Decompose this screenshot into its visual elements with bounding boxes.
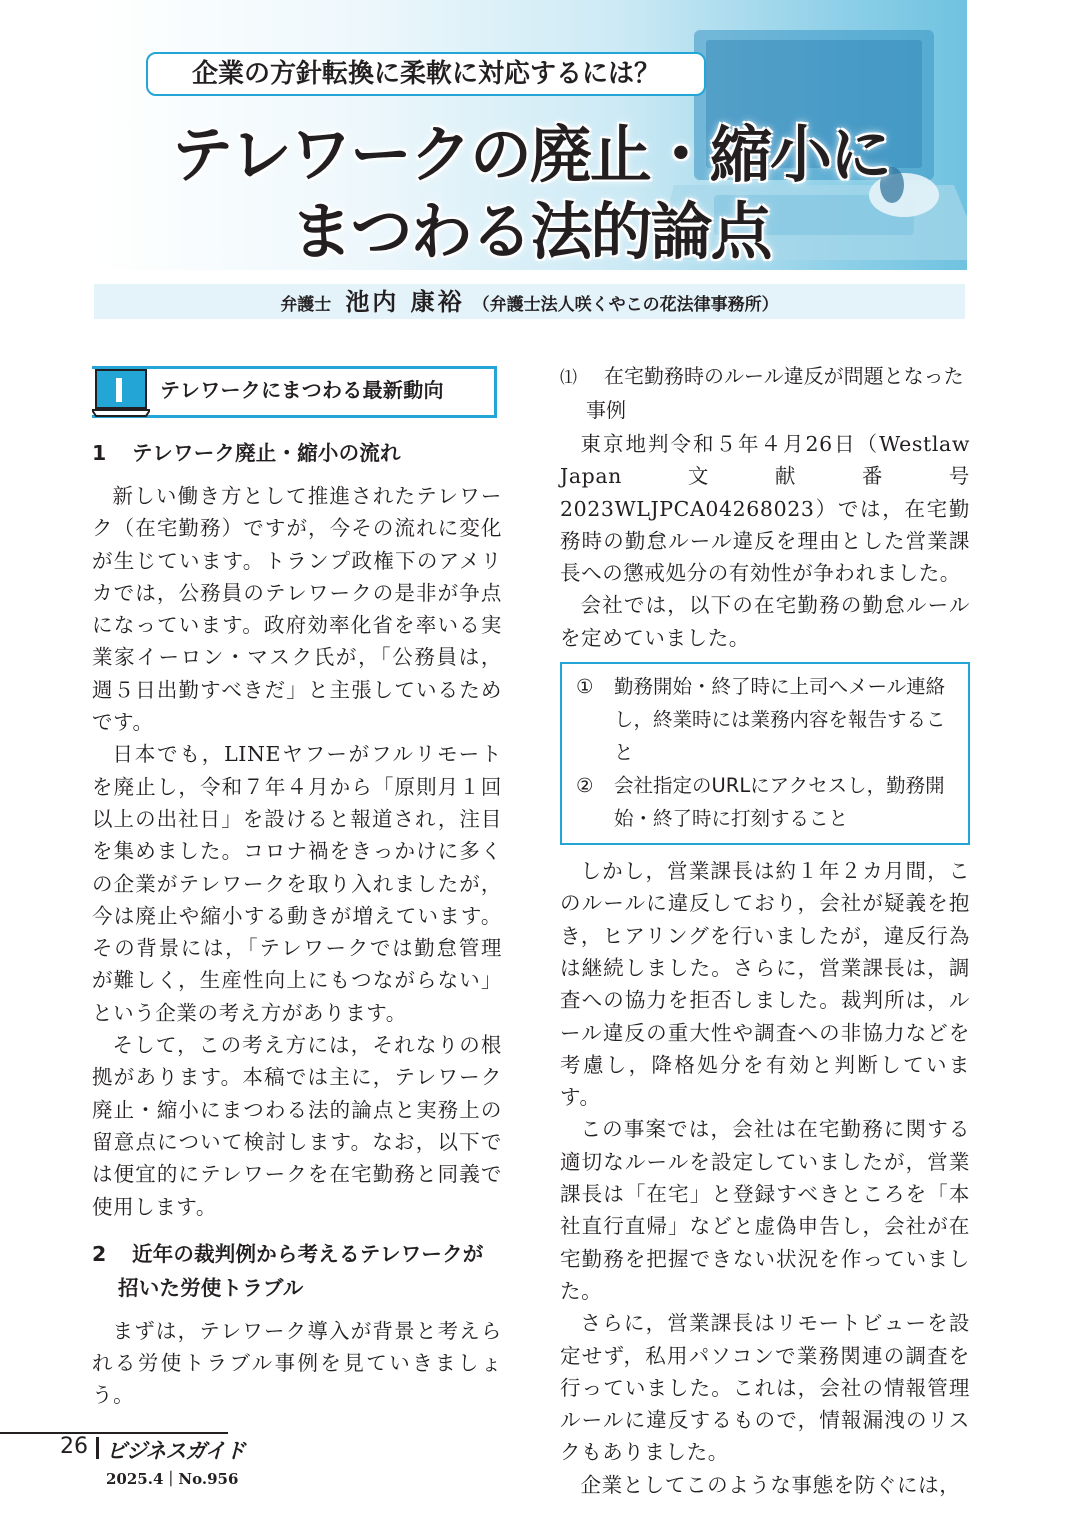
subheading-1	[560, 360, 970, 426]
section-heading	[92, 360, 502, 422]
paragraph: この事案では，会社は在宅勤務に関する適切なルールを設定していましたが，営業課長は「在宅」と登録すべきところを「本社直行直帰」などと虚偽申告し，会社が在宅勤務を把握できない状況を作っていました。	[560, 1117, 970, 1303]
header-kicker: 企業の方針転換に柔軟に対応するには？	[146, 52, 706, 96]
subheading-1-text: 在宅勤務時のルール違反が問題となった事例	[586, 364, 964, 422]
paragraph: 企業としてこのような事態を防ぐには，	[580, 1472, 961, 1497]
subheading-1-number: ⑴	[560, 368, 577, 388]
heading-1-text: テレワーク廃止・縮小の流れ	[132, 441, 401, 465]
rule-text: 会社指定のURLにアクセスし，勤務開始・終了時に打刻すること	[614, 774, 945, 831]
author-byline	[94, 284, 965, 319]
laptop-icon	[92, 368, 150, 418]
paragraph: さらに，営業課長はリモートビューを設定せず，私用パソコンで業務関連の調査を行っていました。これは，会社の情報管理ルールに違反するもので，情報漏洩のリスクもありました。	[560, 1311, 970, 1465]
magazine-logo: ビジネスガイド	[106, 1439, 245, 1463]
rule-item	[576, 670, 954, 769]
heading-2	[92, 1237, 502, 1305]
footer-divider	[96, 1437, 99, 1459]
left-column	[92, 360, 502, 1412]
paragraph: 日本でも，LINEヤフーがフルリモートを廃止し，令和７年４月から「原則月１回以上の出社日」を設けると報道され，注目を集めました。コロナ禍をきっかけに多くの企業がテレワークを取り入れましたが，今は廃止や縮小する動きが増えています。その背景には，「テレワークでは勤怠管理が難しく，生産性向上にもつながらない」という企業の考え方があります。	[92, 742, 502, 1025]
right-column	[560, 360, 970, 1501]
paragraph: まずは，テレワーク導入が背景と考えられる労使トラブル事例を見ていきましょう。	[92, 1318, 502, 1408]
heading-1	[92, 436, 502, 470]
heading-2-text: 近年の裁判例から考えるテレワークが招いた労使トラブル	[118, 1241, 484, 1300]
paragraph: しかし，営業課長は約１年２カ月間，このルールに違反しており，会社が疑義を抱き，ヒアリングを行いましたが，違反行為は継続しました。さらに，営業課長は，調査への協力を拒否しました。裁判所は，ルール違反の重大性や調査への非協力などを考慮し，降格処分を有効と判断しています。	[560, 859, 970, 1110]
rule-number: ①	[576, 675, 594, 699]
page-number: 26	[60, 1434, 88, 1459]
rule-number: ②	[576, 774, 594, 798]
issue-info: 2025.4｜No.956	[106, 1470, 239, 1488]
paragraph: 会社では，以下の在宅勤務の勤怠ルールを定めていました。	[560, 593, 970, 650]
footer-rule	[0, 1432, 228, 1434]
author-affiliation: （弁護士法人咲くやこの花法律事務所）	[472, 295, 779, 315]
author-name: 池内 康裕	[345, 287, 465, 316]
article-title-line1: テレワークの廃止・縮小に	[171, 118, 890, 191]
paragraph: 新しい働き方として推進されたテレワーク（在宅勤務）ですが，今その流れに変化が生じています。トランプ政権下のアメリカでは，公務員のテレワークの是非が争点になっています。政府効率化省を率いる実業家イーロン・マスク氏が，「公務員は，週５日出勤すべきだ」と主張しているためです。	[92, 484, 502, 735]
paragraph: そして，この考え方には，それなりの根拠があります。本稿では主に，テレワーク廃止・縮小にまつわる法的論点と実務上の留意点について検討します。なお，以下では便宜的にテレワークを在宅勤務と同義で使用します。	[92, 1033, 502, 1219]
rule-text: 勤務開始・終了時に上司へメール連絡し，終業時には業務内容を報告すること	[614, 675, 946, 765]
rule-item	[576, 769, 954, 835]
article-title-line2: まつわる法的論点	[290, 195, 771, 268]
author-role: 弁護士	[280, 295, 332, 315]
heading-2-number: 2	[92, 1241, 107, 1266]
paragraph: 東京地判令和５年４月26日（Westlaw Japan文献番号2023WLJPCA04268023）では，在宅勤務時の勤怠ルール違反を理由とした営業課長への懲戒処分の有効性が争われました。	[560, 432, 970, 586]
section-heading-label: テレワークにまつわる最新動向	[160, 378, 444, 402]
rules-box	[560, 662, 970, 845]
heading-1-number: 1	[92, 441, 107, 465]
